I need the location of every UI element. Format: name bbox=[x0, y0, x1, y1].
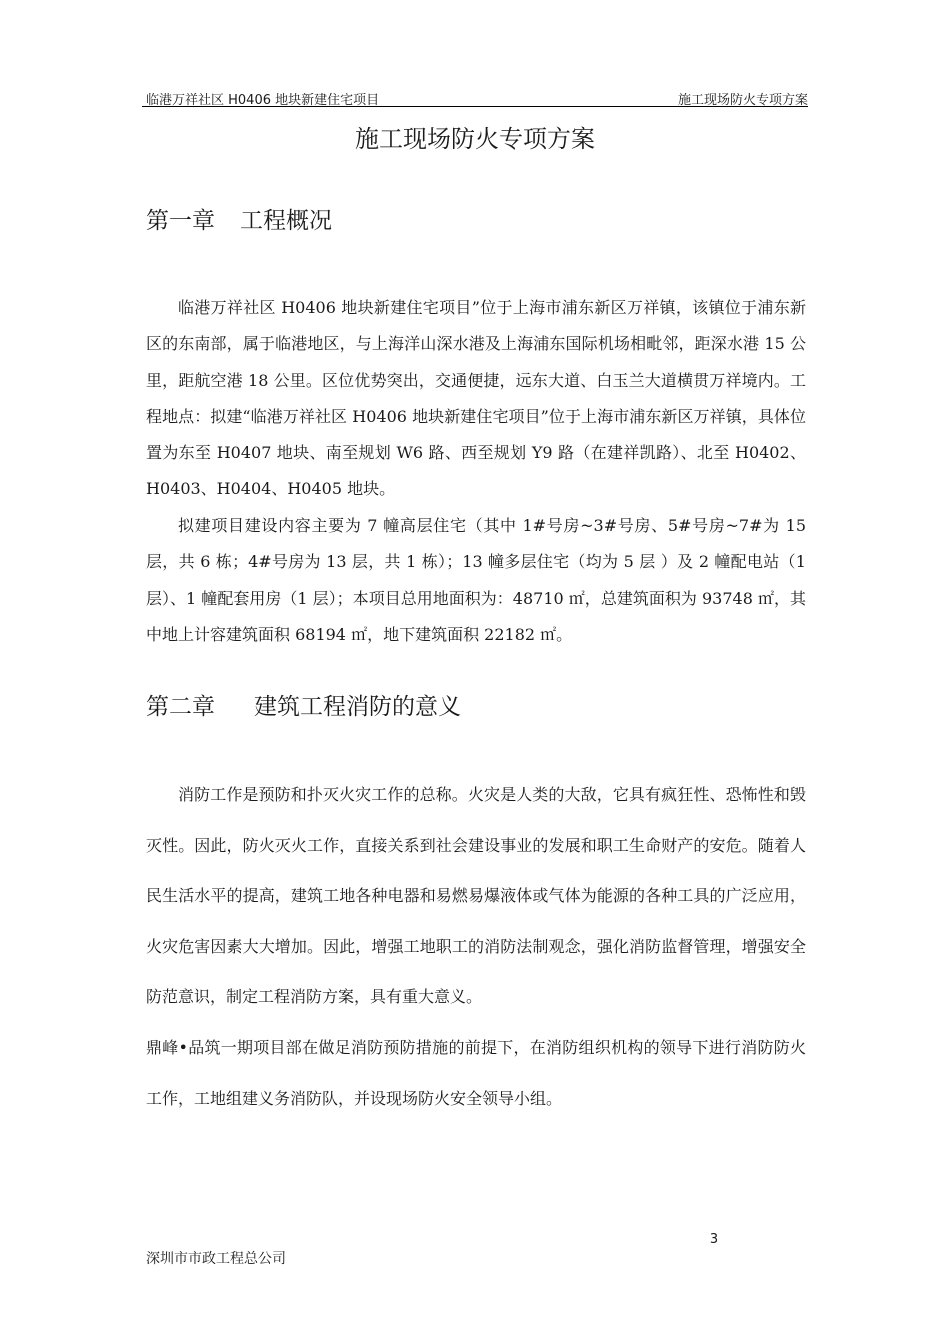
chapter-2-title: 建筑工程消防的意义 bbox=[254, 694, 461, 720]
chapter-1-paragraph-2: 拟建项目建设内容主要为 7 幢高层住宅（其中 1#号房~3#号房、5#号房~7#为 15 层，共 6 栋；4#号房为 13 层，共 1 栋）；13 幢多层住宅（均为 5 层 ）及 2 幢配电站（1 层）、1 幢配套用房（1 层）；本项目总用地面积为：48710 ㎡，总建筑面积为 93748 ㎡，其中地上计容建筑面积 68194 ㎡，地下建筑面积 22182 ㎡。 bbox=[146, 516, 806, 644]
page-number: 3 bbox=[709, 1232, 719, 1247]
chapter-2-number: 第二章 bbox=[146, 694, 215, 720]
header-project-name: 临港万祥社区 H0406 地块新建住宅项目 bbox=[146, 93, 380, 108]
document-title: 施工现场防火专项方案 bbox=[355, 125, 595, 153]
header-doc-name: 施工现场防火专项方案 bbox=[677, 93, 808, 108]
chapter-1-heading bbox=[146, 202, 332, 235]
chapter-2-paragraph-1: 消防工作是预防和扑灭火灾工作的总称。火灾是人类的大敌，它具有疯狂性、恐怖性和毁灭性。因此，防火灭火工作，直接关系到社会建设事业的发展和职工生命财产的安危。随着人民生活水平的提高，建筑工地各种电器和易燃易爆液体或气体为能源的各种工具的广泛应用，火灾危害因素大大增加。因此，增强工地职工的消防法制观念，强化消防监督管理，增强安全防范意识，制定工程消防方案，具有重大意义。 bbox=[146, 785, 806, 1006]
footer-company: 深圳市市政工程总公司 bbox=[146, 1251, 286, 1267]
header-rule bbox=[142, 106, 808, 107]
chapter-1-paragraph-1: 临港万祥社区 H0406 地块新建住宅项目”位于上海市浦东新区万祥镇，该镇位于浦东新区的东南部，属于临港地区，与上海洋山深水港及上海浦东国际机场相毗邻，距深水港 15 公里，距航空港 18 公里。区位优势突出，交通便捷，远东大道、白玉兰大道横贯万祥境内。工程地点：拟建“临港万祥社区 H0406 地块新建住宅项目”位于上海市浦东新区万祥镇，具体位置为东至 H0407 地块、南至规划 W6 路、西至规划 Y9 路（在建祥凯路）、北至 H0402、H0403、H0404、H0405 地块。 bbox=[146, 298, 806, 499]
running-header bbox=[146, 89, 808, 111]
chapter-1-title: 工程概况 bbox=[240, 208, 332, 234]
chapter-1-number: 第一章 bbox=[146, 208, 215, 234]
chapter-2-heading bbox=[146, 688, 461, 721]
chapter-2-paragraph-2: 鼎峰•品筑一期项目部在做足消防预防措施的前提下，在消防组织机构的领导下进行消防防火工作，工地组建义务消防队，并设现场防火安全领导小组。 bbox=[146, 1038, 806, 1108]
